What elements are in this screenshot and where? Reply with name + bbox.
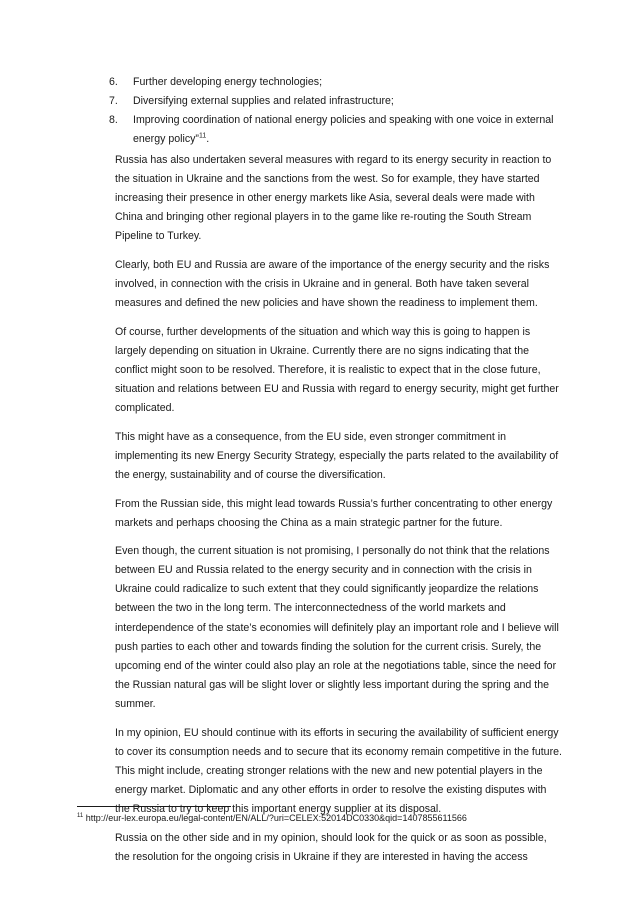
paragraph: Even though, the current situation is not promising, I personally do not think that the relations between EU and Russia related to the energy security and in connection with the crisis in Ukraine could radicalize to such extent that they could significantly jeopardize the relations between the two in the long term. The interconnectedness of the world markets and interdependence of the state’s economies will definitely play an important role and I believe will push parties to each other and towards finding the solution for the current crisis. Surely, the upcoming end of the winter could also play an role at the negotiations table, since the need for the Russian natural gas will be slight lover or slightly less important during the spring and the summer.	[115, 545, 559, 710]
footnote-separator	[77, 806, 231, 807]
footnote-reference[interactable]: 11	[198, 132, 207, 140]
paragraph: In my opinion, EU should continue with its efforts in securing the availability of sufficient energy to cover its consumption needs and to secure that its economy remain competitive in the future. This might include, creating stronger relations with the new and new potential players in the energy market. Diplomatic and any other efforts in order to resolve the existing disputes with the Russia to try to keep this important energy supplier at its disposal.	[115, 726, 562, 815]
list-item-text: Improving coordination of national energy policies and speaking with one voice in external energy policy”	[133, 114, 554, 145]
numbered-list	[109, 73, 561, 149]
list-item-text: Diversifying external supplies and related infrastructure;	[133, 95, 394, 107]
paragraph: Clearly, both EU and Russia are aware of the importance of the energy security and the risks involved, in connection with the crisis in Ukraine and in general. Both have taken several measures and defined the new policies and have shown the readiness to implement them.	[115, 258, 550, 310]
footnote-number: 11	[77, 813, 84, 819]
body-text	[115, 151, 563, 876]
list-item	[109, 111, 561, 149]
paragraph: Russia has also undertaken several measures with regard to its energy security in reaction to the situation in Ukraine and the sanctions from the west. So for example, they have started increasing their presence in other energy markets like Asia, several deals were made with China and bringing other regional players in to the game like re-routing the South Stream Pipeline to Turkey.	[115, 154, 552, 243]
paragraph: Russia on the other side and in my opinion, should look for the quick or as soon as possible, the resolution for the ongoing crisis in Ukraine if they are interested in having the access	[115, 831, 547, 863]
list-item	[109, 92, 561, 111]
list-item-number: 6.	[109, 76, 118, 88]
paragraph: This might have as a consequence, from the EU side, even stronger commitment in implementing its new Energy Security Strategy, especially the parts related to the availability of the energy, sustainability and of course the diversification.	[115, 430, 559, 481]
list-item-text: Further developing energy technologies;	[133, 76, 323, 88]
list-item-number: 7.	[109, 95, 118, 107]
footnote-url[interactable]: http://eur-lex.europa.eu/legal-content/EN/ALL/?uri=CELEX:52014DC0330&qid=1407855611566	[83, 813, 467, 823]
paragraph: From the Russian side, this might lead towards Russia’s further concentrating to other energy markets and perhaps choosing the China as a main strategic partner for the future.	[115, 497, 553, 529]
list-item	[109, 73, 561, 92]
list-item-tail: .	[206, 133, 210, 145]
paragraph: Of course, further developments of the situation and which way this is going to happen is largely depending on situation in Ukraine. Currently there are no signs indicating that the conflict might soon to be resolved. Therefore, it is realistic to expect that in the close future, situation and relations between EU and Russia with regard to energy security, might get further complicated.	[115, 325, 559, 415]
list-item-number: 8.	[109, 114, 118, 126]
footnote	[77, 812, 467, 824]
